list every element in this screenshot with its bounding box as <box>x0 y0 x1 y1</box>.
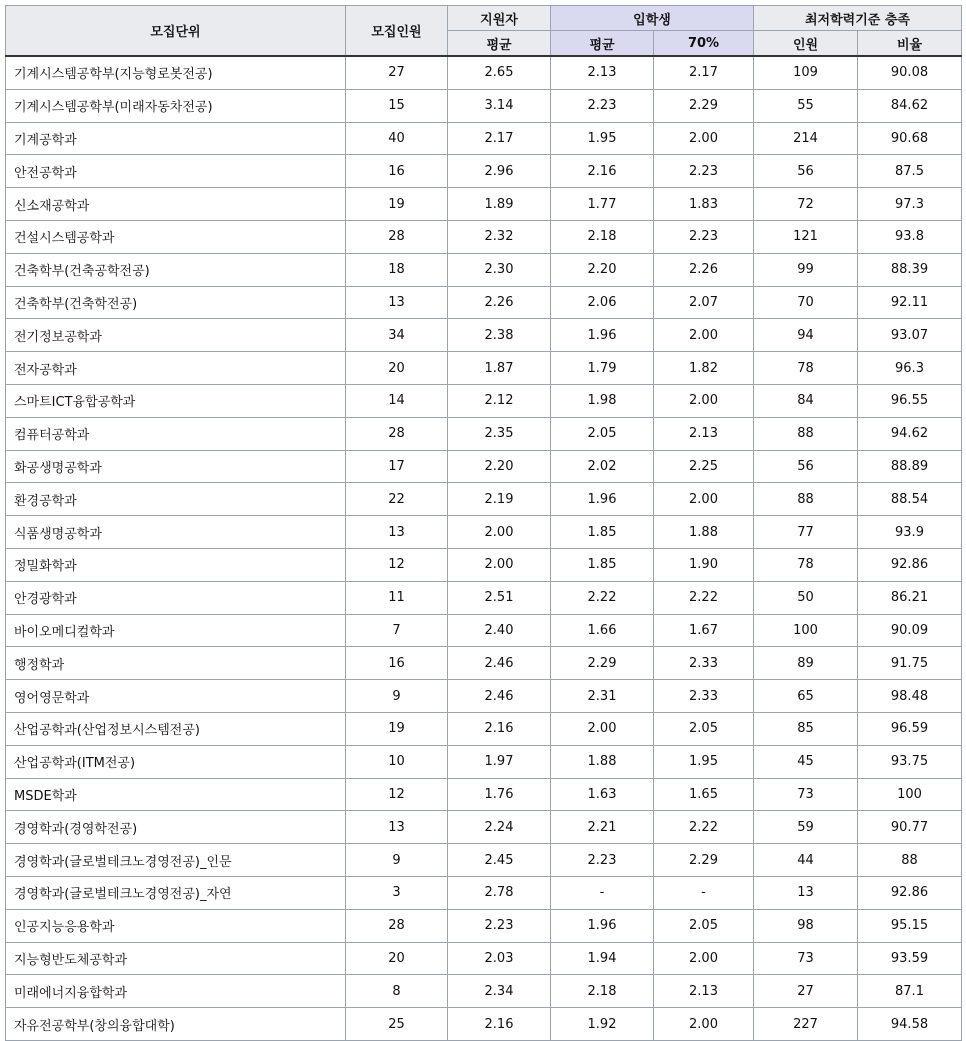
cell-quota: 19 <box>346 188 448 221</box>
cell-applicant-avg: 2.78 <box>448 876 551 909</box>
cell-enrolled-avg: 1.85 <box>551 516 654 549</box>
cell-min-ratio: 93.07 <box>858 319 962 352</box>
cell-enrolled-70: 2.00 <box>654 319 754 352</box>
cell-unit: 건설시스템공학과 <box>6 220 346 253</box>
table-row <box>6 942 962 975</box>
cell-min-ratio: 92.11 <box>858 286 962 319</box>
cell-quota: 13 <box>346 516 448 549</box>
cell-unit: 스마트ICT융합공학과 <box>6 384 346 417</box>
cell-applicant-avg: 1.87 <box>448 352 551 385</box>
header-unit: 모집단위 <box>6 6 346 57</box>
cell-min-count: 72 <box>754 188 858 221</box>
table-row <box>6 384 962 417</box>
cell-applicant-avg: 1.89 <box>448 188 551 221</box>
table-row <box>6 188 962 221</box>
cell-min-ratio: 96.3 <box>858 352 962 385</box>
cell-quota: 28 <box>346 909 448 942</box>
cell-enrolled-avg: 2.16 <box>551 155 654 188</box>
cell-min-ratio: 86.21 <box>858 581 962 614</box>
cell-enrolled-avg: 1.88 <box>551 745 654 778</box>
table-row <box>6 155 962 188</box>
cell-unit: 전자공학과 <box>6 352 346 385</box>
cell-unit: 자유전공학부(창의융합대학) <box>6 1008 346 1041</box>
cell-quota: 13 <box>346 286 448 319</box>
cell-quota: 22 <box>346 483 448 516</box>
cell-applicant-avg: 2.12 <box>448 384 551 417</box>
cell-applicant-avg: 2.35 <box>448 417 551 450</box>
cell-applicant-avg: 2.24 <box>448 811 551 844</box>
cell-enrolled-avg: 1.98 <box>551 384 654 417</box>
table-row <box>6 876 962 909</box>
table-row <box>6 680 962 713</box>
cell-min-ratio: 98.48 <box>858 680 962 713</box>
cell-applicant-avg: 2.46 <box>448 647 551 680</box>
cell-min-ratio: 88.54 <box>858 483 962 516</box>
cell-min-count: 13 <box>754 876 858 909</box>
cell-enrolled-avg: 1.94 <box>551 942 654 975</box>
cell-enrolled-avg: - <box>551 876 654 909</box>
table-row <box>6 122 962 155</box>
cell-unit: 기계시스템공학부(지능형로봇전공) <box>6 56 346 89</box>
cell-unit: 안경광학과 <box>6 581 346 614</box>
cell-enrolled-avg: 2.18 <box>551 220 654 253</box>
cell-applicant-avg: 1.97 <box>448 745 551 778</box>
table-row <box>6 450 962 483</box>
cell-enrolled-70: 1.83 <box>654 188 754 221</box>
cell-min-count: 70 <box>754 286 858 319</box>
cell-applicant-avg: 2.96 <box>448 155 551 188</box>
table-row <box>6 581 962 614</box>
table-row <box>6 909 962 942</box>
cell-enrolled-70: 2.13 <box>654 975 754 1008</box>
cell-quota: 16 <box>346 647 448 680</box>
cell-enrolled-avg: 2.29 <box>551 647 654 680</box>
table-row <box>6 712 962 745</box>
cell-applicant-avg: 2.03 <box>448 942 551 975</box>
cell-quota: 16 <box>346 155 448 188</box>
cell-min-count: 77 <box>754 516 858 549</box>
cell-min-ratio: 93.75 <box>858 745 962 778</box>
cell-applicant-avg: 2.16 <box>448 1008 551 1041</box>
header-quota: 모집인원 <box>346 6 448 57</box>
cell-quota: 12 <box>346 778 448 811</box>
cell-enrolled-70: 2.23 <box>654 155 754 188</box>
cell-quota: 19 <box>346 712 448 745</box>
cell-min-count: 65 <box>754 680 858 713</box>
cell-applicant-avg: 2.26 <box>448 286 551 319</box>
cell-quota: 25 <box>346 1008 448 1041</box>
cell-min-count: 73 <box>754 778 858 811</box>
cell-enrolled-70: 2.17 <box>654 56 754 89</box>
table-row <box>6 778 962 811</box>
cell-min-count: 88 <box>754 483 858 516</box>
cell-enrolled-70: 2.25 <box>654 450 754 483</box>
cell-enrolled-avg: 1.96 <box>551 319 654 352</box>
cell-applicant-avg: 2.19 <box>448 483 551 516</box>
cell-min-ratio: 97.3 <box>858 188 962 221</box>
cell-min-count: 109 <box>754 56 858 89</box>
cell-min-count: 56 <box>754 450 858 483</box>
cell-min-count: 78 <box>754 548 858 581</box>
cell-enrolled-70: 2.05 <box>654 909 754 942</box>
cell-quota: 11 <box>346 581 448 614</box>
header-enrolled-avg: 평균 <box>551 31 654 57</box>
cell-quota: 28 <box>346 417 448 450</box>
cell-enrolled-70: 2.22 <box>654 811 754 844</box>
cell-enrolled-70: 2.23 <box>654 220 754 253</box>
cell-min-ratio: 95.15 <box>858 909 962 942</box>
cell-unit: 정밀화학과 <box>6 548 346 581</box>
cell-applicant-avg: 2.45 <box>448 844 551 877</box>
cell-min-count: 27 <box>754 975 858 1008</box>
cell-quota: 7 <box>346 614 448 647</box>
cell-enrolled-70: 2.29 <box>654 844 754 877</box>
cell-min-ratio: 94.58 <box>858 1008 962 1041</box>
header-enrolled: 입학생 <box>551 6 754 31</box>
cell-applicant-avg: 2.32 <box>448 220 551 253</box>
cell-quota: 9 <box>346 680 448 713</box>
cell-min-count: 214 <box>754 122 858 155</box>
table-row <box>6 253 962 286</box>
cell-unit: 건축학부(건축학전공) <box>6 286 346 319</box>
cell-unit: 환경공학과 <box>6 483 346 516</box>
cell-quota: 10 <box>346 745 448 778</box>
table-row <box>6 975 962 1008</box>
cell-min-count: 73 <box>754 942 858 975</box>
cell-min-ratio: 100 <box>858 778 962 811</box>
cell-enrolled-avg: 1.79 <box>551 352 654 385</box>
cell-min-count: 88 <box>754 417 858 450</box>
cell-min-ratio: 87.5 <box>858 155 962 188</box>
cell-quota: 40 <box>346 122 448 155</box>
cell-min-count: 50 <box>754 581 858 614</box>
cell-unit: 경영학과(글로벌테크노경영전공)_자연 <box>6 876 346 909</box>
cell-enrolled-avg: 2.22 <box>551 581 654 614</box>
cell-enrolled-avg: 1.92 <box>551 1008 654 1041</box>
cell-applicant-avg: 2.34 <box>448 975 551 1008</box>
cell-enrolled-70: 1.67 <box>654 614 754 647</box>
cell-min-count: 55 <box>754 89 858 122</box>
cell-min-ratio: 93.9 <box>858 516 962 549</box>
table-header <box>6 6 962 57</box>
cell-enrolled-avg: 2.06 <box>551 286 654 319</box>
cell-enrolled-avg: 1.96 <box>551 483 654 516</box>
cell-min-count: 99 <box>754 253 858 286</box>
cell-unit: 산업공학과(ITM전공) <box>6 745 346 778</box>
cell-enrolled-avg: 1.63 <box>551 778 654 811</box>
cell-quota: 13 <box>346 811 448 844</box>
cell-enrolled-70: 2.07 <box>654 286 754 319</box>
admission-table <box>5 5 962 1041</box>
cell-unit: 지능형반도체공학과 <box>6 942 346 975</box>
cell-enrolled-avg: 2.02 <box>551 450 654 483</box>
cell-min-ratio: 88.39 <box>858 253 962 286</box>
cell-enrolled-70: 2.13 <box>654 417 754 450</box>
cell-applicant-avg: 2.00 <box>448 516 551 549</box>
cell-min-count: 98 <box>754 909 858 942</box>
cell-applicant-avg: 2.40 <box>448 614 551 647</box>
cell-min-ratio: 90.68 <box>858 122 962 155</box>
cell-enrolled-70: 2.00 <box>654 384 754 417</box>
cell-unit: 건축학부(건축공학전공) <box>6 253 346 286</box>
cell-min-ratio: 92.86 <box>858 876 962 909</box>
cell-enrolled-avg: 1.96 <box>551 909 654 942</box>
cell-quota: 20 <box>346 352 448 385</box>
cell-enrolled-70: 2.00 <box>654 942 754 975</box>
cell-min-ratio: 94.62 <box>858 417 962 450</box>
cell-quota: 18 <box>346 253 448 286</box>
cell-quota: 34 <box>346 319 448 352</box>
cell-enrolled-avg: 1.77 <box>551 188 654 221</box>
cell-min-count: 44 <box>754 844 858 877</box>
table-row <box>6 614 962 647</box>
cell-min-ratio: 90.08 <box>858 56 962 89</box>
cell-enrolled-70: 1.82 <box>654 352 754 385</box>
cell-min-count: 227 <box>754 1008 858 1041</box>
cell-applicant-avg: 2.65 <box>448 56 551 89</box>
cell-enrolled-avg: 2.13 <box>551 56 654 89</box>
cell-applicant-avg: 2.38 <box>448 319 551 352</box>
cell-quota: 27 <box>346 56 448 89</box>
cell-quota: 3 <box>346 876 448 909</box>
cell-enrolled-70: - <box>654 876 754 909</box>
table-row <box>6 319 962 352</box>
cell-quota: 12 <box>346 548 448 581</box>
cell-min-ratio: 93.59 <box>858 942 962 975</box>
cell-enrolled-70: 2.33 <box>654 680 754 713</box>
header-min-count: 인원 <box>754 31 858 57</box>
cell-enrolled-avg: 1.95 <box>551 122 654 155</box>
cell-enrolled-70: 2.33 <box>654 647 754 680</box>
cell-min-ratio: 90.09 <box>858 614 962 647</box>
cell-enrolled-avg: 1.85 <box>551 548 654 581</box>
cell-enrolled-70: 2.29 <box>654 89 754 122</box>
cell-unit: 경영학과(글로벌테크노경영전공)_인문 <box>6 844 346 877</box>
cell-min-count: 121 <box>754 220 858 253</box>
cell-applicant-avg: 3.14 <box>448 89 551 122</box>
cell-min-count: 89 <box>754 647 858 680</box>
cell-unit: MSDE학과 <box>6 778 346 811</box>
cell-unit: 신소재공학과 <box>6 188 346 221</box>
table-row <box>6 352 962 385</box>
cell-min-count: 94 <box>754 319 858 352</box>
cell-quota: 17 <box>346 450 448 483</box>
cell-enrolled-70: 1.65 <box>654 778 754 811</box>
cell-unit: 바이오메디컬학과 <box>6 614 346 647</box>
cell-enrolled-70: 1.88 <box>654 516 754 549</box>
cell-unit: 식품생명공학과 <box>6 516 346 549</box>
header-applicant-line1: 지원자 <box>448 6 551 31</box>
cell-applicant-avg: 2.46 <box>448 680 551 713</box>
cell-quota: 20 <box>346 942 448 975</box>
cell-unit: 기계시스템공학부(미래자동차전공) <box>6 89 346 122</box>
cell-min-ratio: 87.1 <box>858 975 962 1008</box>
cell-applicant-avg: 2.23 <box>448 909 551 942</box>
cell-enrolled-70: 1.90 <box>654 548 754 581</box>
table-body <box>6 56 962 1040</box>
cell-applicant-avg: 2.30 <box>448 253 551 286</box>
cell-enrolled-avg: 2.31 <box>551 680 654 713</box>
table-row <box>6 647 962 680</box>
cell-enrolled-70: 1.95 <box>654 745 754 778</box>
header-enrolled-70: 70% <box>654 31 754 57</box>
cell-enrolled-avg: 2.20 <box>551 253 654 286</box>
cell-unit: 인공지능응용학과 <box>6 909 346 942</box>
cell-enrolled-70: 2.00 <box>654 1008 754 1041</box>
cell-quota: 8 <box>346 975 448 1008</box>
table-row <box>6 89 962 122</box>
cell-applicant-avg: 2.16 <box>448 712 551 745</box>
cell-quota: 28 <box>346 220 448 253</box>
table-row <box>6 811 962 844</box>
cell-min-ratio: 90.77 <box>858 811 962 844</box>
cell-min-count: 56 <box>754 155 858 188</box>
cell-enrolled-avg: 2.00 <box>551 712 654 745</box>
cell-applicant-avg: 2.51 <box>448 581 551 614</box>
cell-enrolled-avg: 2.23 <box>551 89 654 122</box>
table-row <box>6 286 962 319</box>
cell-applicant-avg: 2.20 <box>448 450 551 483</box>
cell-min-ratio: 96.59 <box>858 712 962 745</box>
cell-enrolled-avg: 2.05 <box>551 417 654 450</box>
cell-unit: 행정학과 <box>6 647 346 680</box>
header-applicant-line2: 평균 <box>448 31 551 57</box>
cell-unit: 안전공학과 <box>6 155 346 188</box>
cell-unit: 화공생명공학과 <box>6 450 346 483</box>
table-row <box>6 745 962 778</box>
table-row <box>6 1008 962 1041</box>
cell-unit: 미래에너지융합학과 <box>6 975 346 1008</box>
table-row <box>6 548 962 581</box>
cell-min-ratio: 88.89 <box>858 450 962 483</box>
cell-applicant-avg: 2.00 <box>448 548 551 581</box>
cell-enrolled-70: 2.00 <box>654 122 754 155</box>
cell-min-count: 78 <box>754 352 858 385</box>
table-row <box>6 844 962 877</box>
cell-min-ratio: 88 <box>858 844 962 877</box>
cell-unit: 전기정보공학과 <box>6 319 346 352</box>
cell-enrolled-70: 2.00 <box>654 483 754 516</box>
cell-enrolled-70: 2.05 <box>654 712 754 745</box>
table-row <box>6 56 962 89</box>
cell-unit: 컴퓨터공학과 <box>6 417 346 450</box>
table-row <box>6 483 962 516</box>
cell-quota: 9 <box>346 844 448 877</box>
table-row <box>6 516 962 549</box>
cell-min-count: 45 <box>754 745 858 778</box>
table-row <box>6 220 962 253</box>
cell-min-count: 85 <box>754 712 858 745</box>
cell-min-count: 59 <box>754 811 858 844</box>
cell-min-ratio: 93.8 <box>858 220 962 253</box>
cell-applicant-avg: 2.17 <box>448 122 551 155</box>
cell-applicant-avg: 1.76 <box>448 778 551 811</box>
cell-min-ratio: 96.55 <box>858 384 962 417</box>
cell-enrolled-avg: 2.18 <box>551 975 654 1008</box>
cell-min-ratio: 84.62 <box>858 89 962 122</box>
cell-unit: 경영학과(경영학전공) <box>6 811 346 844</box>
cell-unit: 산업공학과(산업정보시스템전공) <box>6 712 346 745</box>
cell-min-count: 84 <box>754 384 858 417</box>
header-min-ratio: 비율 <box>858 31 962 57</box>
header-min-standard: 최저학력기준 충족 <box>754 6 962 31</box>
cell-unit: 기계공학과 <box>6 122 346 155</box>
cell-min-ratio: 92.86 <box>858 548 962 581</box>
cell-quota: 14 <box>346 384 448 417</box>
cell-enrolled-avg: 1.66 <box>551 614 654 647</box>
cell-enrolled-70: 2.22 <box>654 581 754 614</box>
cell-quota: 15 <box>346 89 448 122</box>
cell-min-ratio: 91.75 <box>858 647 962 680</box>
cell-enrolled-avg: 2.23 <box>551 844 654 877</box>
table-row <box>6 417 962 450</box>
cell-enrolled-avg: 2.21 <box>551 811 654 844</box>
cell-enrolled-70: 2.26 <box>654 253 754 286</box>
cell-min-count: 100 <box>754 614 858 647</box>
cell-unit: 영어영문학과 <box>6 680 346 713</box>
